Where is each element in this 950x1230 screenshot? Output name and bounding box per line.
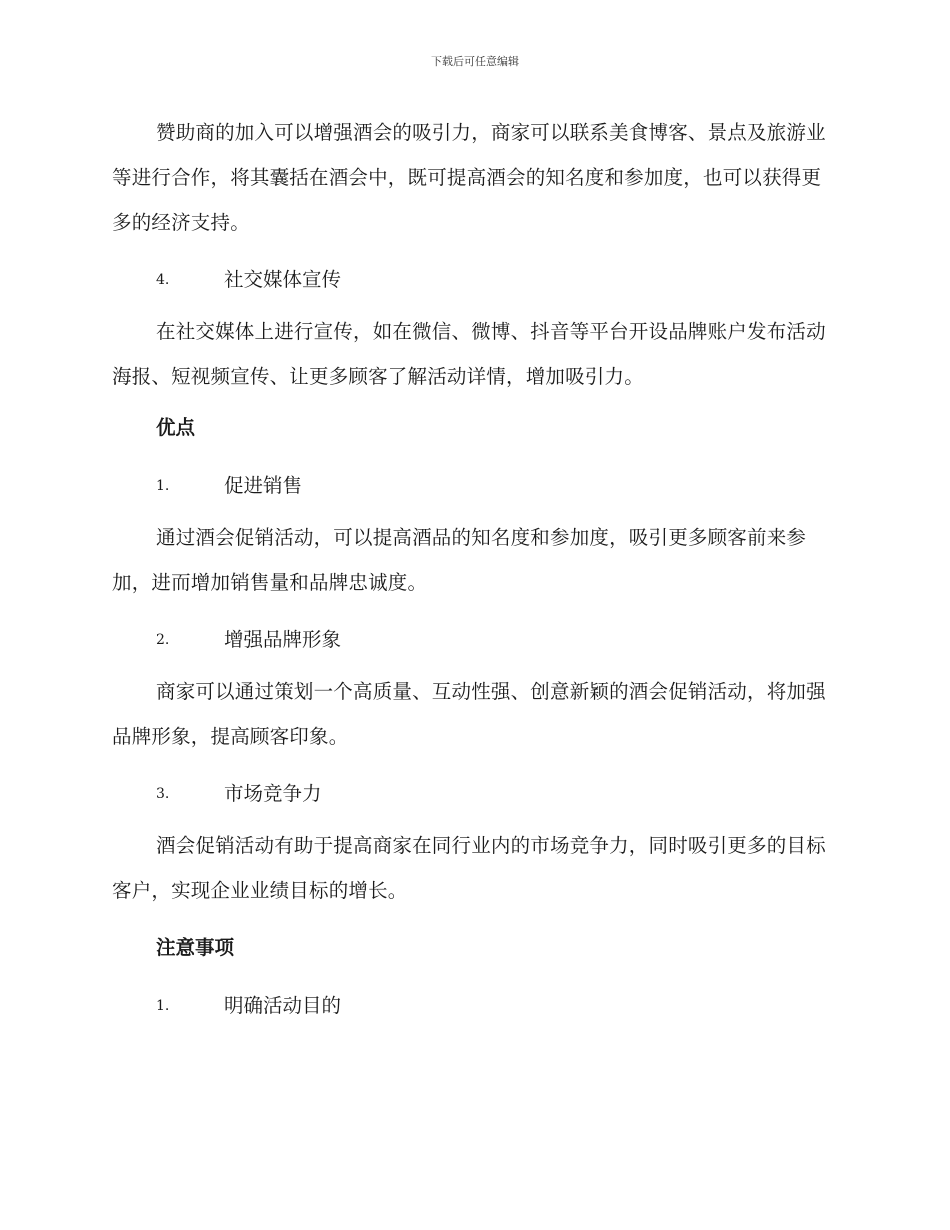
list-label: 社交媒体宣传 xyxy=(224,268,342,291)
page-header: 下载后可任意编辑 xyxy=(431,55,519,68)
list-number: 3. xyxy=(156,786,170,802)
section-heading-notes: 注意事项 xyxy=(156,936,235,959)
list-item-promote-sales xyxy=(112,457,838,515)
paragraph-sponsors: 赞助商的加入可以增强酒会的吸引力，商家可以联系美食博客、景点及旅游业等进行合作，将其囊括在酒会中，既可提高酒会的知名度和参加度，也可以获得更多的经济支持。 xyxy=(112,121,826,234)
list-label: 增强品牌形象 xyxy=(224,628,342,651)
paragraph-social-media: 在社交媒体上进行宣传，如在微信、微博、抖音等平台开设品牌账户发布活动海报、短视频宣传、让更多顾客了解活动详情，增加吸引力。 xyxy=(112,320,826,388)
list-item-social-media xyxy=(112,251,838,309)
list-label: 明确活动目的 xyxy=(224,994,342,1017)
paragraph-competitiveness: 酒会促销活动有助于提高商家在同行业内的市场竞争力，同时吸引更多的目标客户，实现企业业绩目标的增长。 xyxy=(112,834,826,902)
list-number: 4. xyxy=(156,272,170,288)
paragraph-brand-image: 商家可以通过策划一个高质量、互动性强、创意新颖的酒会促销活动，将加强品牌形象，提高顾客印象。 xyxy=(112,680,826,748)
list-item-clear-goal xyxy=(112,977,838,1035)
list-number: 1. xyxy=(156,998,170,1014)
document-body xyxy=(112,110,838,1035)
list-item-brand-image xyxy=(112,611,838,669)
list-label: 促进销售 xyxy=(224,474,303,497)
list-number: 1. xyxy=(156,478,170,494)
paragraph-promote-sales: 通过酒会促销活动，可以提高酒品的知名度和参加度，吸引更多顾客前来参加，进而增加销售量和品牌忠诚度。 xyxy=(112,526,807,594)
list-number: 2. xyxy=(156,632,170,648)
list-label: 市场竞争力 xyxy=(224,782,322,805)
list-item-competitiveness xyxy=(112,765,838,823)
section-heading-advantages: 优点 xyxy=(156,416,196,439)
